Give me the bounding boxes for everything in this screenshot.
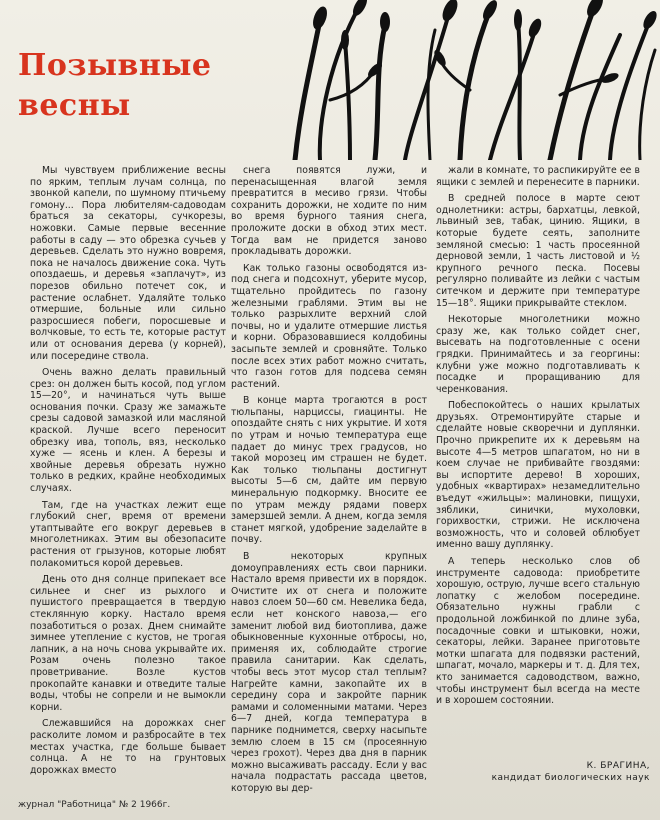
paragraph: В некоторых крупных домоуправлениях есть свои парники. Настало время привести их в порядок. Очистите их от снега и положите навоз слоем 50—60 см. Невелика беда, если нет конского навоза,— его заменит любой вид биотоплива, даже обыкновенные кухонные отбросы, но, применяя их, соблюдайте строгие правила санитарии. Как сделать, чтобы весь этот мусор стал теплым? Нагрейте камни, закопайте их в середину сора и закройте парник рамами и соломенными матами. Через 6—7 дней, когда температура в парнике поднимется, сверху насыпьте землю слоем в 15 см (просеянную через грохот). Через два дня в парник можно высаживать рассаду. Если у вас начала подрастать рассада цветов, которую вы дер- xyxy=(231,551,427,794)
paragraph: снега появятся лужи, и перенасыщенная влагой земля превратится в месиво грязи. Чтобы сохранить дорожки, не ходите по ним во время бурного таяния снега, проложите доски в обход этих мест. Тогда вам не придется заново прокладывать дорожки. xyxy=(231,165,427,258)
author-name: К. БРАГИНА, xyxy=(586,761,650,771)
paragraph: В средней полосе в марте сеют однолетники: астры, бархатцы, левкой, львиный зев, табак, цинию. Ящики, в которые будете сеять, заполните земляной смесью: 1 часть просеянной дерновой земли, 1 часть листовой и ½ крупного речного песка. Посевы регулярно поливайте из лейки с частым ситечком и держите при температуре 15—18°. Ящики прикрывайте стеклом. xyxy=(436,193,640,309)
paragraph: Там, где на участках лежит еще глубокий снег, время от времени утаптывайте его вокруг деревьев в многолетниках. Этим вы обезопасите растения от грызунов, которые любят полакомиться корой деревьев. xyxy=(30,499,226,569)
paragraph: жали в комнате, то распикируйте ее в ящики с землей и перенесите в парники. xyxy=(436,165,640,188)
paragraph: Слежавшийся на дорожках снег расколите ломом и разбросайте в тех местах участка, где больше бывает солнца. А не то на грунтовых дорожках вместо xyxy=(30,718,226,776)
grass-silhouette-illustration xyxy=(200,0,660,160)
article-title xyxy=(18,46,218,126)
paragraph: Как только газоны освободятся из-под снега и подсохнут, уберите мусор, тщательно пройдитесь по газону железными граблями. Этим вы не только разрыхлите верхний слой почвы, но и удалите отмершие листья и корни. Образовавшиеся колдобины засыпьте землей и сровняйте. Только после всех этих работ можно считать, что газон готов для подсева семян растений. xyxy=(231,262,427,390)
text-column-2 xyxy=(231,165,427,805)
page-footer-source: журнал "Работница" № 2 1966г. xyxy=(18,800,171,810)
title-line-2: весны xyxy=(18,88,131,123)
title-line-1: Позывные xyxy=(18,48,212,83)
article-body xyxy=(30,165,640,805)
paragraph: День ото дня солнце припекает все сильнее и снег из рыхлого и пушистого превращается в твердую стеклянную корку. Настало время позаботиться о розах. Днем снимайте зимнее утепление с кустов, не трогая лапник, а на ночь снова укрывайте их. Розам очень полезно такое проветривание. Возле кустов прокопайте канавки и отведите талые воды, чтобы не сопрели и не вымокли корни. xyxy=(30,574,226,713)
text-column-1 xyxy=(30,165,226,805)
paragraph: Некоторые многолетники можно сразу же, как только сойдет снег, высевать на подготовленные с осени грядки. Принимайтесь и за георгины: клубни уже можно подготавливать к посадке и проращиванию для черенкования. xyxy=(436,314,640,395)
paragraph: В конце марта трогаются в рост тюльпаны, нарциссы, гиацинты. Не опоздайте снять с них укрытие. И хотя по утрам и ночью температура еще падает до минус трех градусов, но такой морозец им страшен не будет. Как только тюльпаны достигнут высоты 5—6 см, дайте им первую минеральную подкормку. Вносите ее по утрам между рядами поверх замерзшей земли. А днем, когда земля станет мягкой, удобрение заделайте в почву. xyxy=(231,395,427,546)
paragraph: Очень важно делать правильный срез: он должен быть косой, под углом 15—20°, и начинаться чуть выше основания почки. Сразу же замажьте срезы садовой замазкой или масляной краской. Лучше всего переносит обрезку ива, тополь, вяз, несколько хуже — ясень и клен. А березы и хвойные деревья обрезать нужно только в редких, крайне необходимых случаях. xyxy=(30,367,226,495)
paragraph: Мы чувствуем приближение весны по ярким, теплым лучам солнца, по звонкой капели, по шумному птичьему гомону... Пора любителям-садоводам браться за секаторы, сучкорезы, ножовки. Самые первые весенние работы в саду — это обрезка сучьев у деревьев. Сделать это нужно вовремя, пока не началось движение сока. Чуть опоздаешь, и деревья «заплачут», из порезов обильно потечет сок, и растение ослабнет. Удаляйте только отмершие, больные или сильно разросшиеся побеги, поросшевые и волчковые, то есть те, которые растут или от основания дерева (у корней), или посередине ствола. xyxy=(30,165,226,362)
text-column-3 xyxy=(436,165,640,805)
paragraph: А теперь несколько слов об инструменте садовода: приобретите хорошую, острую, лучше всего стальную лопатку с желобом посередине. Обязательно нужны грабли с продольной ложбинкой по длине зуба, посадочные совки и штыковки, ножи, секаторы, лейки. Заранее приготовьте мотки шпагата для подвязки растений, шпагат, мочало, маркеры и т. д. Для тех, кто занимается садоводством, важно, чтобы инструмент был всегда на месте и в хорошем состоянии. xyxy=(436,556,640,707)
author-title: кандидат биологических наук xyxy=(491,773,650,783)
author-signature xyxy=(480,760,650,784)
paragraph: Побеспокойтесь о наших крылатых друзьях. Отремонтируйте старые и сделайте новые скворечни и дуплянки. Прочно прикрепите их к деревьям на высоте 4—5 метров шпагатом, но ни в коем случае не прибивайте гвоздями: вы испортите дерево! В хороших, удобных «квартирах» незамедлительно въедут «жильцы»: малиновки, пищухи, зяблики, синички, мухоловки, горихвостки, стрижи. Не исключена возможность, что и соловей облюбует именно вашу дуплянку. xyxy=(436,400,640,551)
